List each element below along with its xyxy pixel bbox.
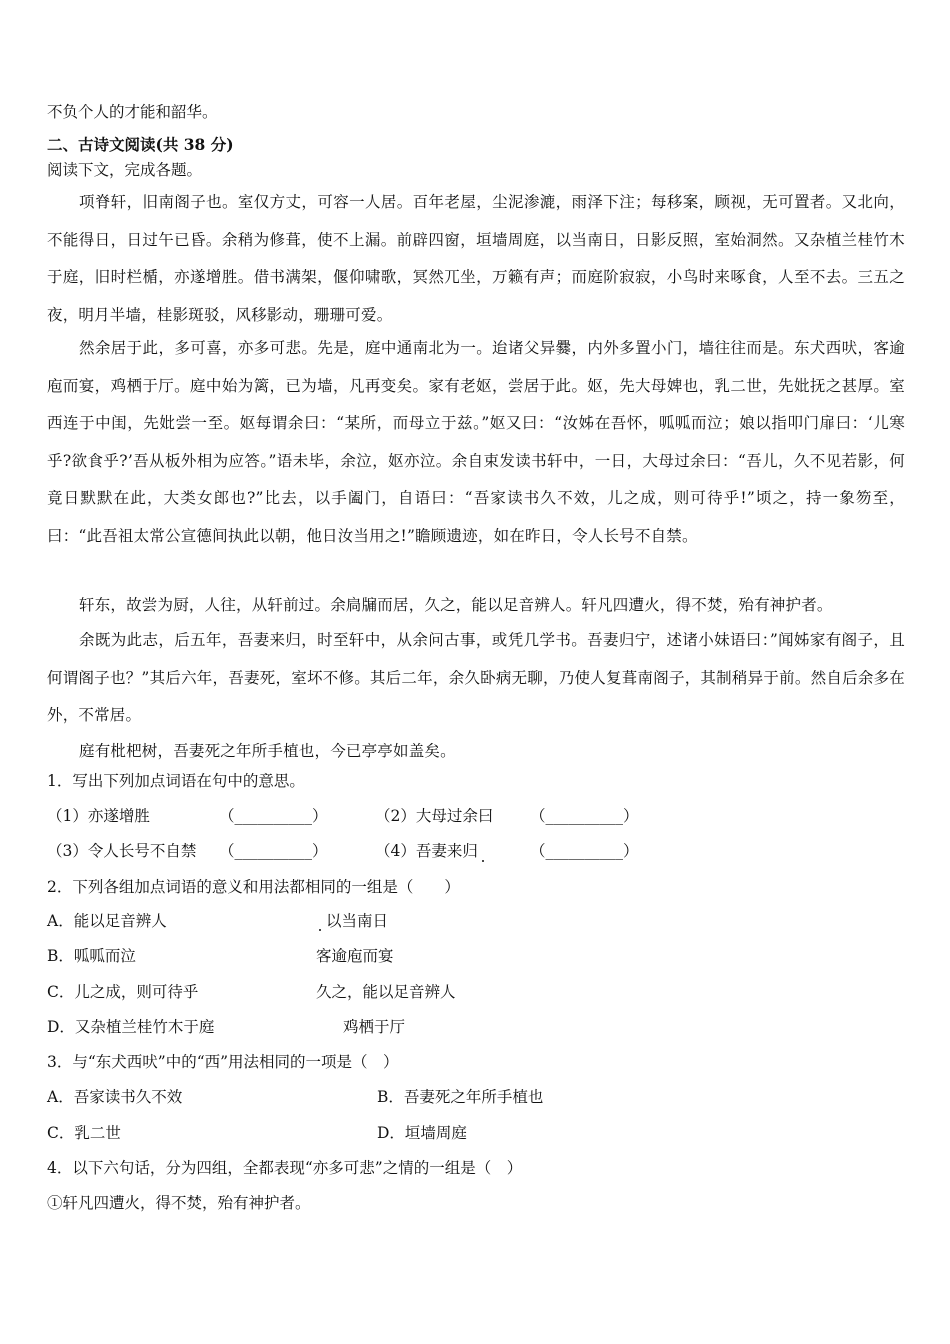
q1-blank-2[interactable]: （__________）	[530, 807, 639, 825]
q1-item-2: （2）大母过余曰	[375, 807, 494, 825]
q2-option-a[interactable]: A．能以足音辨人	[47, 912, 167, 930]
q3-option-c[interactable]: C．乳二世	[47, 1124, 121, 1142]
q2-option-d-pair: 鸡栖于厅	[343, 1018, 406, 1036]
instruction: 阅读下文，完成各题。	[47, 161, 203, 179]
q1-blank-3[interactable]: （__________）	[219, 842, 328, 860]
q2-option-d[interactable]: D．又杂植兰桂竹木于庭	[47, 1018, 215, 1036]
q1-item-1: （1）亦遂增胜	[47, 807, 150, 825]
q1-item-4: （4）吾妻来归	[375, 842, 478, 860]
passage-paragraph-4: 余既为此志，后五年，吾妻来归，时至轩中，从余问古事，或凭几学书。吾妻归宁，述诸小妹语曰：”闻姊家有阁子，且何谓阁子也？”其后六年，吾妻死，室坏不修。其后二年，余久卧病无聊，乃使人复葺南阁子，其制稍异于前。然自后余多在外，不常居。	[47, 631, 905, 724]
q2-option-a-pair: 以当南日	[326, 912, 389, 930]
passage-paragraph-2: 然余居于此，多可喜，亦多可悲。先是，庭中通南北为一。迨诸父异爨，内外多置小门，墙往往而是。东犬西吠，客逾庖而宴，鸡栖于厅。庭中始为篱，已为墙，凡再变矣。家有老妪，尝居于此。妪，先大母婢也，乳二世，先妣抚之甚厚。室西连于中闺，先妣尝一至。妪每谓余曰：“某所，而母立于兹。”妪又曰：“汝姊在吾怀，呱呱而泣；娘以指叩门扉曰：‘儿寒乎?欲食乎?’吾从板外相为应答。”语未毕，余泣，妪亦泣。余自束发读书轩中，一日，大母过余曰：“吾儿，久不见若影，何竟日默默在此，大类女郎也?”比去，以手阖门，自语曰：“吾家读书久不效，儿之成，则可待乎!”顷之，持一象笏至，曰：“此吾祖太常公宣德间执此以朝，他日汝当用之!”瞻顾遗迹，如在昨日，令人长号不自禁。	[47, 339, 905, 545]
q2-option-c[interactable]: C．儿之成，则可待乎	[47, 983, 199, 1001]
emphasis-dot	[319, 929, 321, 931]
passage-paragraph-5: 庭有枇杷树，吾妻死之年所手植也，今已亭亭如盖矣。	[79, 742, 456, 760]
q4-stem: 4．以下六句话，分为四组，全都表现“亦多可悲”之情的一组是（ ）	[47, 1159, 523, 1177]
passage-paragraph-1: 项脊轩，旧南阁子也。室仅方丈，可容一人居。百年老屋，尘泥渗漉，雨泽下注；每移案，顾视，无可置者。又北向，不能得日，日过午已昏。余稍为修葺，使不上漏。前辟四窗，垣墙周庭，以当南日，日影反照，室始洞然。又杂植兰桂竹木于庭，旧时栏楯，亦遂增胜。借书满架，偃仰啸歌，冥然兀坐，万籁有声；而庭阶寂寂，小鸟时来啄食，人至不去。三五之夜，明月半墙，桂影斑驳，风移影动，珊珊可爱。	[47, 193, 905, 324]
q1-item-3: （3）令人长号不自禁	[47, 842, 197, 860]
section-title: 二、古诗文阅读(共 38 分)	[47, 135, 234, 154]
q3-option-d[interactable]: D．垣墙周庭	[377, 1124, 467, 1142]
emphasis-dot	[482, 860, 484, 862]
q2-stem: 2．下列各组加点词语的意义和用法都相同的一组是（ ）	[47, 878, 460, 896]
q1-blank-1[interactable]: （__________）	[219, 807, 328, 825]
q2-option-c-pair: 久之，能以足音辨人	[316, 983, 456, 1001]
q3-option-a[interactable]: A．吾家读书久不效	[47, 1088, 183, 1106]
passage-paragraph-3: 轩东，故尝为厨，人往，从轩前过。余扃牖而居，久之，能以足音辨人。轩凡四遭火，得不焚，殆有神护者。	[79, 596, 833, 614]
q1-blank-4[interactable]: （__________）	[530, 842, 639, 860]
q3-option-b[interactable]: B．吾妻死之年所手植也	[377, 1088, 544, 1106]
q2-option-b[interactable]: B．呱呱而泣	[47, 947, 136, 965]
q4-item-1: ①轩凡四遭火，得不焚，殆有神护者。	[47, 1194, 311, 1212]
q1-stem: 1．写出下列加点词语在句中的意思。	[47, 772, 305, 790]
q3-stem: 3．与“东犬西吠”中的“西”用法相同的一项是（ ）	[47, 1053, 399, 1071]
intro-line: 不负个人的才能和韶华。	[47, 103, 218, 121]
q2-option-b-pair: 客逾庖而宴	[316, 947, 394, 965]
